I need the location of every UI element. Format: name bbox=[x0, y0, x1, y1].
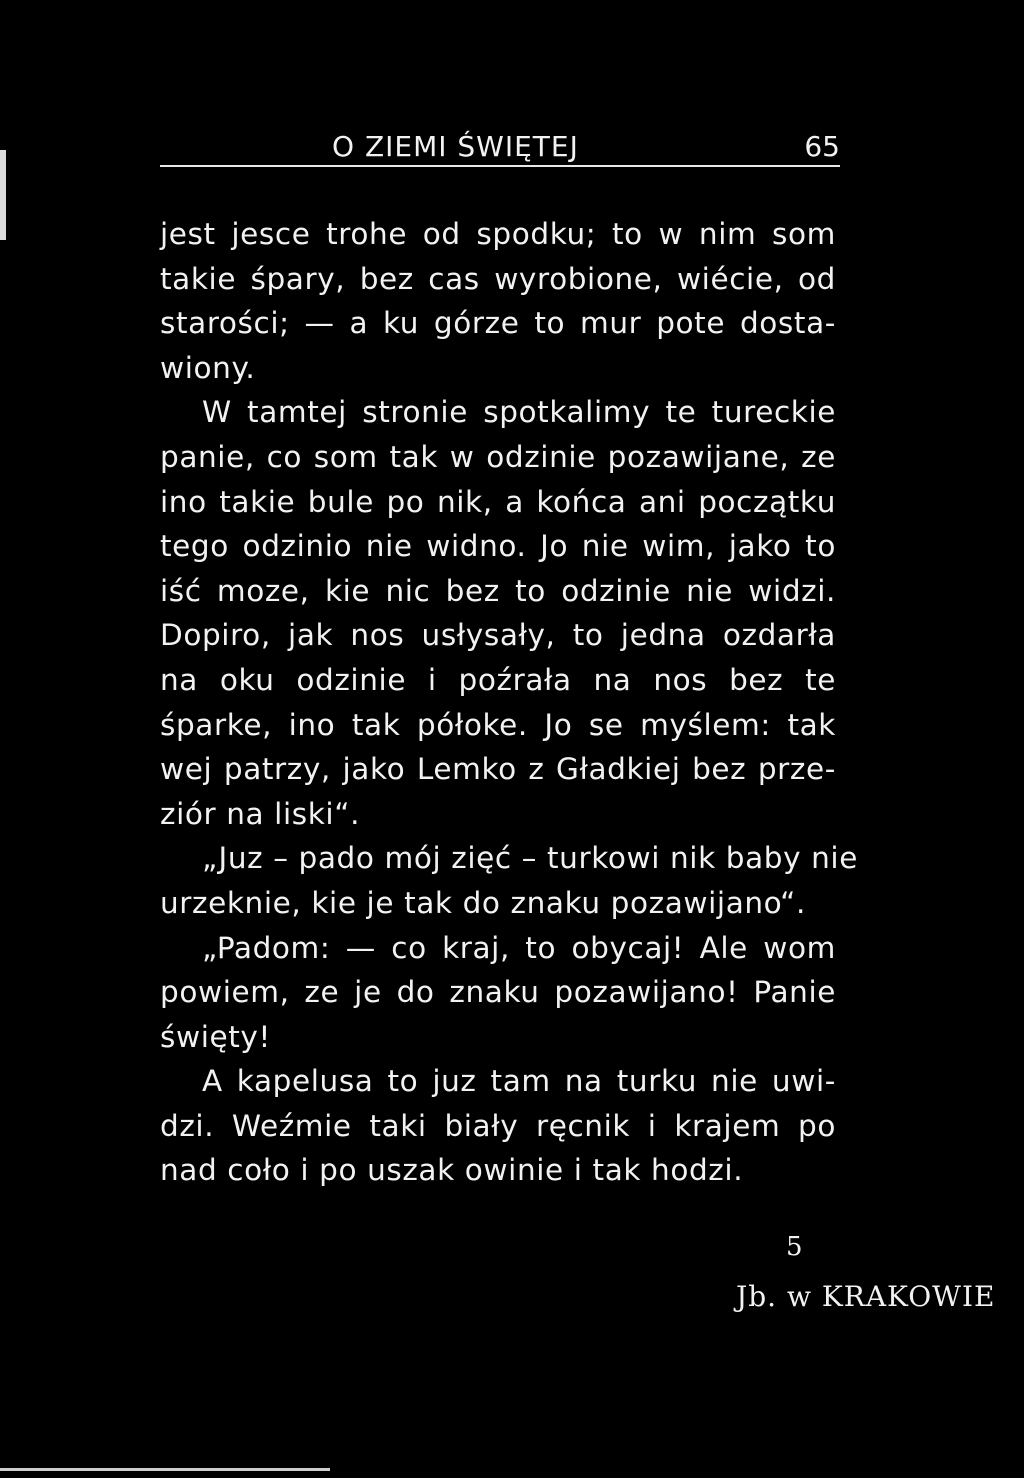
text-line: dzi. Weźmie taki biały ręcnik i krajem po bbox=[160, 1108, 836, 1143]
signature-mark: 5 bbox=[786, 1232, 803, 1262]
bottom-rule bbox=[0, 1468, 330, 1471]
text-line: wiony. bbox=[160, 350, 256, 385]
running-title: O ZIEMI ŚWIĘTEJ bbox=[332, 130, 579, 163]
text-line: A kapelusa to juz tam na turku nie uwi- bbox=[202, 1064, 836, 1099]
text-line: W tamtej stronie spotkalimy te tureckie bbox=[202, 395, 836, 430]
text-line: ziór na liski“. bbox=[160, 796, 361, 831]
text-line: starości; — a ku górze to mur pote dosta- bbox=[160, 306, 836, 341]
text-line: śparke, ino tak półoke. Jo se myślem: tak bbox=[160, 707, 836, 742]
page-edge-mark bbox=[0, 150, 6, 240]
text-line: „Padom: — co kraj, to obycaj! Ale wom bbox=[202, 930, 836, 965]
header-rule bbox=[160, 165, 840, 167]
text-line: powiem, ze je do znaku pozawijano! Panie bbox=[160, 975, 836, 1010]
text-line: nad coło i po uszak owinie i tak hodzi. bbox=[160, 1153, 744, 1188]
printer-stamp: Jb. w KRAKOWIE bbox=[736, 1280, 996, 1313]
body-text bbox=[160, 212, 858, 1193]
text-line: na oku odzinie i poźrała na nos bez te bbox=[160, 662, 836, 697]
text-line: takie śpary, bez cas wyrobione, wiécie, od bbox=[160, 261, 836, 296]
running-header bbox=[160, 120, 840, 170]
text-line: panie, co som tak w odzinie pozawijane, ze bbox=[160, 439, 836, 474]
text-line: święty! bbox=[160, 1019, 271, 1054]
text-line: iść moze, kie nic bez to odzinie nie widzi. bbox=[160, 573, 836, 608]
text-line: wej patrzy, jako Lemko z Gładkiej bez prze- bbox=[160, 752, 836, 787]
text-line: „Juz – pado mój zięć – turkowi nik baby nie bbox=[202, 841, 858, 876]
text-line: Dopiro, jak nos usłysały, to jedna ozdarła bbox=[160, 618, 836, 653]
text-line: urzeknie, kie je tak do znaku pozawijano“. bbox=[160, 885, 807, 920]
text-line: ino takie bule po nik, a końca ani początku bbox=[160, 484, 836, 519]
text-line: tego odzinio nie widno. Jo nie wim, jako to bbox=[160, 529, 836, 564]
text-line: jest jesce trohe od spodku; to w nim som bbox=[160, 217, 836, 251]
page-number: 65 bbox=[804, 130, 840, 163]
